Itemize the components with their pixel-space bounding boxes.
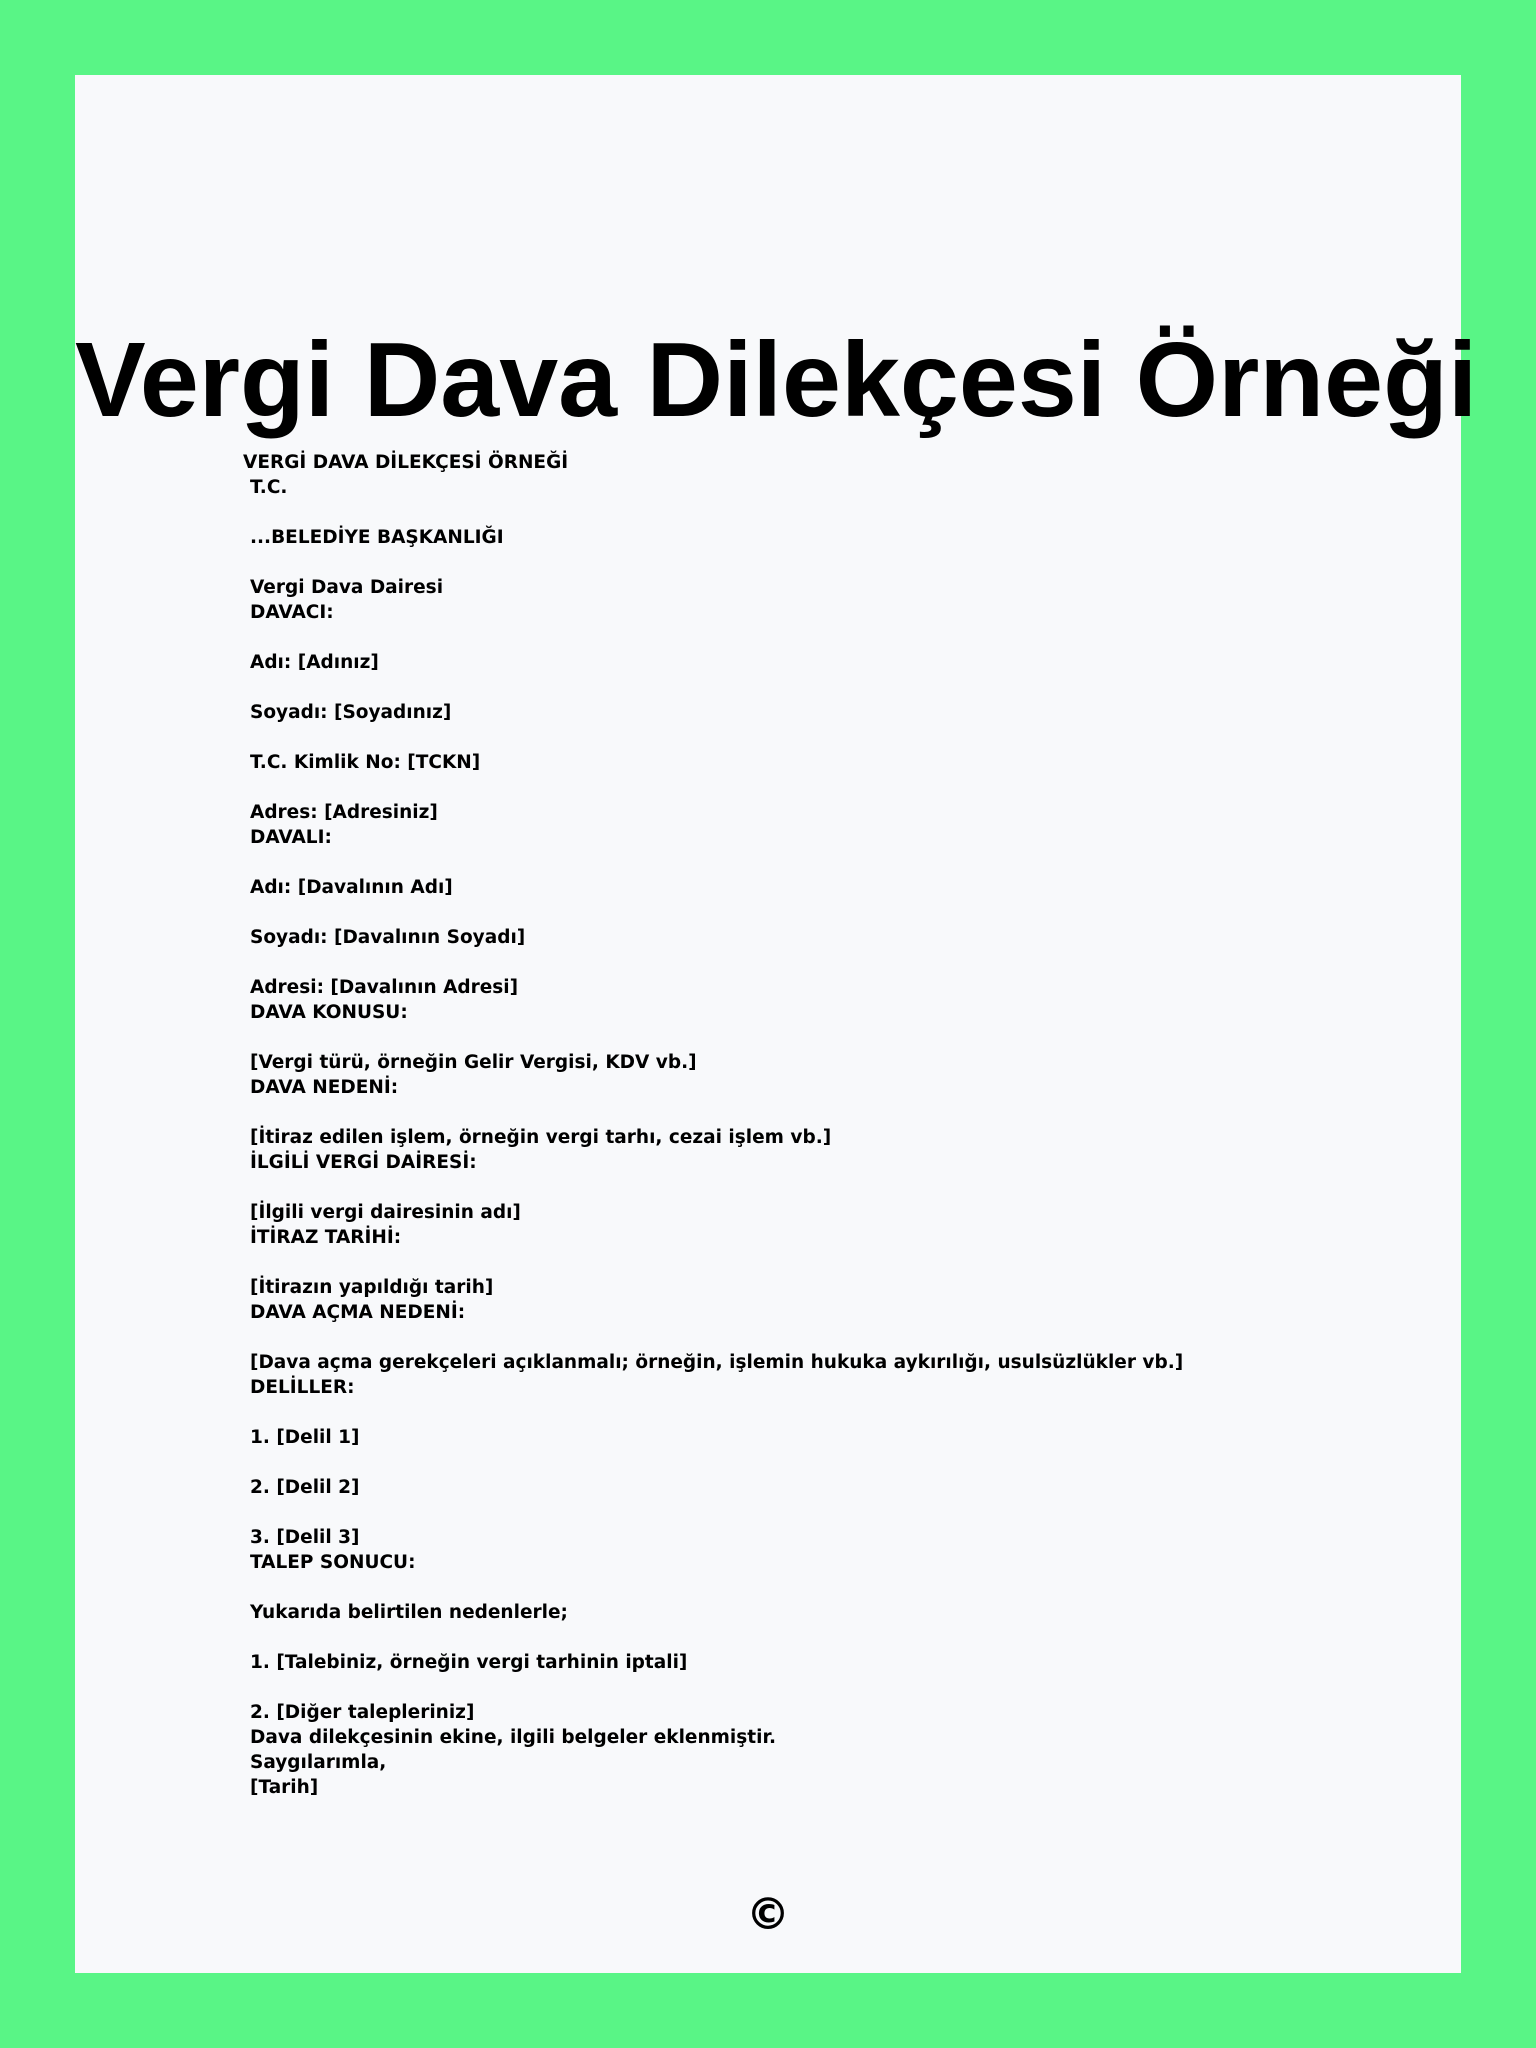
closing-regards: Saygılarımla, [250,1752,387,1773]
section-filing-reason: DAVA AÇMA NEDENİ: [250,1302,466,1323]
plaintiff-id-number: T.C. Kimlik No: [TCKN] [250,752,481,773]
section-objection-date: İTİRAZ TARİHİ: [250,1227,402,1248]
blank-line [250,500,1350,525]
reason-text: [İtiraz edilen işlem, örneğin vergi tarhı, cezai işlem vb.] [250,1127,832,1148]
blank-line [250,1500,1350,1525]
blank-line [250,775,1350,800]
blank-line [250,1625,1350,1650]
copyright-icon: © [746,1889,790,1940]
blank-line [250,550,1350,575]
evidence-item: 2. [Delil 2] [250,1477,360,1498]
blank-line [250,1175,1350,1200]
line-tc: T.C. [250,477,288,498]
section-defendant: DAVALI: [250,827,332,848]
subject-text: [Vergi türü, örneğin Gelir Vergisi, KDV vb.] [250,1052,697,1073]
document-page [75,75,1478,1973]
blank-line [250,950,1350,975]
blank-line [250,1400,1350,1425]
evidence-item: 3. [Delil 3] [250,1527,360,1548]
blank-line [250,1325,1350,1350]
defendant-name: Adı: [Davalının Adı] [250,877,453,898]
section-subject: DAVA KONUSU: [250,1002,408,1023]
petition-body [243,450,1350,1800]
attachments-note: Dava dilekçesinin ekine, ilgili belgeler eklenmiştir. [250,1727,776,1748]
blank-line [250,625,1350,650]
blank-line [250,725,1350,750]
objection-date-text: [İtirazın yapıldığı tarih] [250,1277,494,1298]
request-item: 1. [Talebiniz, örneğin vergi tarhinin iptali] [250,1652,688,1673]
section-reason: DAVA NEDENİ: [250,1077,399,1098]
plaintiff-address: Adres: [Adresiniz] [250,802,438,823]
blank-line [250,1100,1350,1125]
plaintiff-name: Adı: [Adınız] [250,652,379,673]
section-tax-office: İLGİLİ VERGİ DAİRESİ: [250,1152,477,1173]
blank-line [250,675,1350,700]
plaintiff-surname: Soyadı: [Soyadınız] [250,702,452,723]
blank-line [250,850,1350,875]
tax-office-text: [İlgili vergi dairesinin adı] [250,1202,521,1223]
blank-line [250,1250,1350,1275]
line-tax-court: Vergi Dava Dairesi [250,577,444,598]
document-title: Vergi Dava Dilekçesi Örneği [75,321,1478,439]
blank-line [250,1025,1350,1050]
evidence-item: 1. [Delil 1] [250,1427,360,1448]
filing-reason-text: [Dava açma gerekçeleri açıklanmalı; örneğin, işlemin hukuka aykırılığı, usulsüzlükler vb.] [250,1352,1184,1373]
blank-line [250,900,1350,925]
date-placeholder: [Tarih] [250,1777,319,1798]
blank-line [250,1575,1350,1600]
defendant-address: Adresi: [Davalının Adresi] [250,977,519,998]
line-municipality: ...BELEDİYE BAŞKANLIĞI [250,527,504,548]
defendant-surname: Soyadı: [Davalının Soyadı] [250,927,526,948]
section-evidence: DELİLLER: [250,1377,355,1398]
petition-heading: VERGİ DAVA DİLEKÇESİ ÖRNEĞİ [243,452,569,473]
section-request: TALEP SONUCU: [250,1552,416,1573]
section-plaintiff: DAVACI: [250,602,334,623]
request-item: 2. [Diğer talepleriniz] [250,1702,475,1723]
request-intro: Yukarıda belirtilen nedenlerle; [250,1602,568,1623]
blank-line [250,1450,1350,1475]
blank-line [250,1675,1350,1700]
